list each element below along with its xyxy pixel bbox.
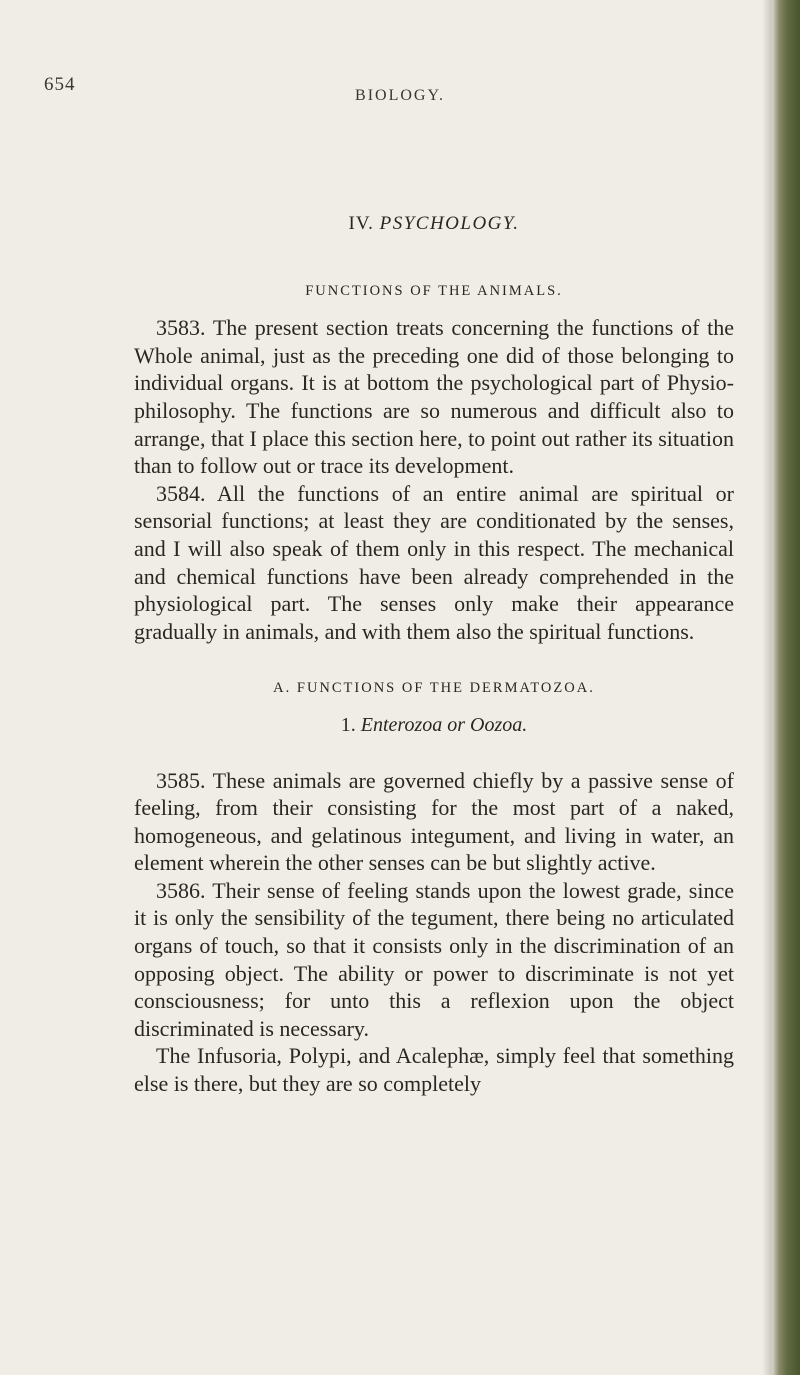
paragraph-3586: 3586. Their sense of feeling stands upon the lowest grade, since it is only the sensibility of the tegument, there being no articulated organs of touch, so that it consists only in the discrimination of an opposing object. The ability or power to discriminate is not yet consciousness; for unto this a reflexion upon the object discriminated is necessary. [134,877,734,1041]
subsection-title-line [134,712,734,740]
subsection-number: 1. [340,713,356,736]
running-head: BIOLOGY. [355,87,445,104]
paragraph-continuation: The Infusoria, Polypi, and Acalephæ, simply feel that something else is there, but they are so completely [134,1043,734,1097]
section-title: PSYCHOLOGY. [379,213,520,234]
paragraph-3583: 3583. The present section treats concerning the functions of the Whole animal, just as the preceding one did of those belonging to individual organs. It is at bottom the psychological part of Physio-philosophy. The functions are so numerous and difficult also to arrange, that I place this section here, to point out rather its situation than to follow out or trace its development. [134,315,734,479]
page-number: 654 [44,74,76,95]
subsection-title: Enterozoa or Oozoa. [360,713,528,736]
binding-shadow [762,0,772,1375]
book-binding [772,0,800,1375]
section-roman-numeral: IV. [348,213,374,234]
section-heading [134,210,734,238]
section-subtitle: FUNCTIONS OF THE ANIMALS. [305,282,563,299]
paragraph-3584: 3584. All the functions of an entire animal are spiritual or sensorial functions; at least they are conditionated by the senses, and I will also speak of them only in this respect. The mechanical and chemical functions have been already comprehended in the physiological part. The senses only make their appearance gradually in animals, and with them also the spiritual functions. [134,480,734,644]
paragraph-3585: 3585. These animals are governed chiefly by a passive sense of feeling, from their consisting for the most part of a naked, homogeneous, and gelatinous integument, and living in water, an element wherein the other senses can be but slightly active. [134,767,734,876]
page-body [134,210,734,1098]
subsection-heading: A. FUNCTIONS OF THE DERMATOZOA. [273,680,595,697]
